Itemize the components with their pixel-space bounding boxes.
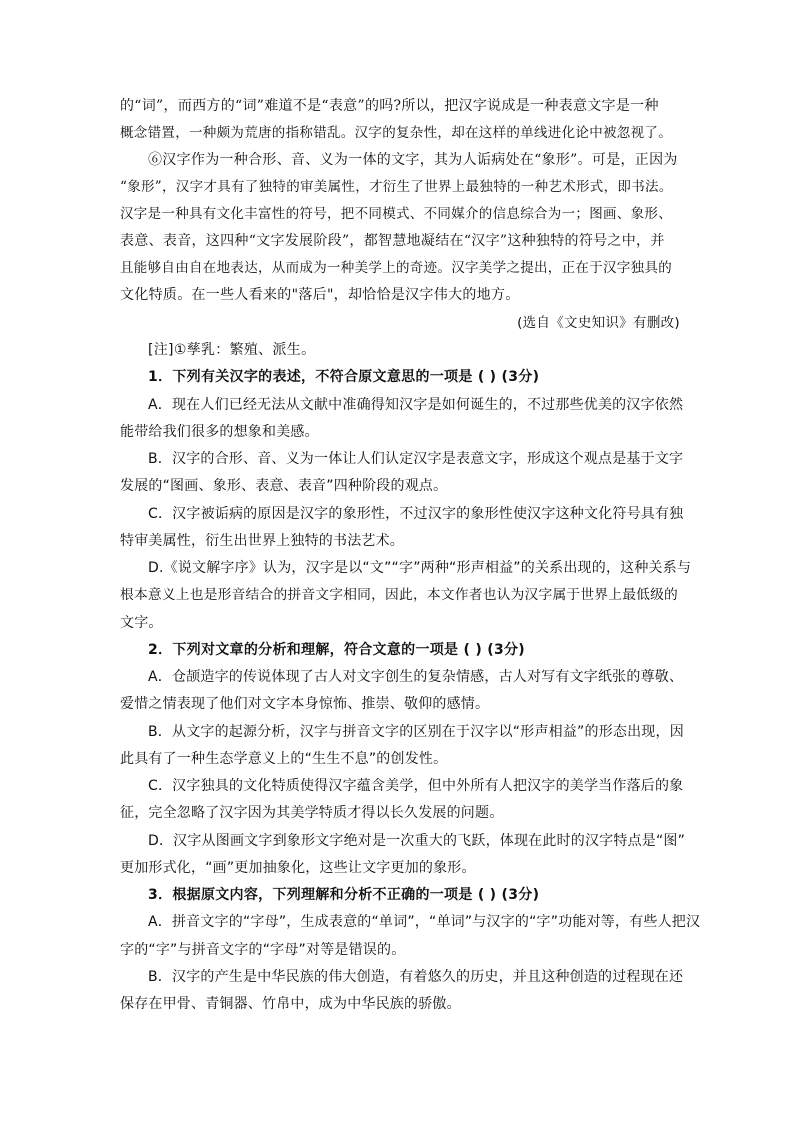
option-b-line: B．汉字的产生是中华民族的伟大创造，有着悠久的历史，并且这种创造的过程现在还 (148, 969, 684, 985)
option-c-line: C．汉字独具的文化特质使得汉字蕴含美学，但中外所有人把汉字的美学当作落后的象 (148, 778, 684, 794)
passage-line: 表意、表音，这四种“文字发展阶段”，都智慧地凝结在“汉字”这种独特的符号之中，并 (120, 233, 665, 249)
option-d-line: 更加形式化，“画”更加抽象化，这些让文字更加的象形。 (120, 860, 476, 876)
question-title: 3．根据原文内容，下列理解和分析不正确的一项是 ( ) (3分) (148, 887, 540, 903)
option-a-line: 字的“字”与拼音文字的“字母”对等是错误的。 (120, 942, 406, 958)
option-d-line: D.《说文解字序》认为，汉字是以“文”“字”两种“形声相益”的关系出现的，这种关系与 (148, 560, 692, 576)
question-title: 2．下列对文章的分析和理解，符合文意的一项是 ( ) (3分) (148, 642, 525, 658)
passage-line: ⑥汉字作为一种合形、音、义为一体的文字，其为人诟病处在“象形”。可是，正因为 (148, 152, 678, 168)
option-b-line: 保存在甲骨、青铜器、竹帛中，成为中华民族的骄傲。 (120, 996, 461, 1012)
option-a-line: A．现在人们已经无法从文献中准确得知汉字是如何诞生的，不过那些优美的汉字依然 (148, 397, 684, 413)
source-citation: (选自《文史知识》有删改) (517, 315, 680, 331)
passage-line: “象形”，汉字才具有了独特的审美属性，才衍生了世界上最独特的一种艺术形式，即书法。 (120, 179, 673, 195)
option-a-line: 爱惜之情表现了他们对文字本身惊怖、推崇、敬仰的感情。 (120, 696, 490, 712)
option-d-line: D．汉字从图画文字到象形文字绝对是一次重大的飞跃，体现在此时的汉字特点是“图” (148, 833, 686, 849)
passage-line: 汉字是一种具有文化丰富性的符号，把不同模式、不同媒介的信息综合为一；图画、象形、 (120, 206, 672, 222)
option-b-line: B．汉字的合形、音、义为一体让人们认定汉字是表意文字，形成这个观点是基于文字 (148, 451, 684, 467)
passage-line: 且能够自由自在地表达，从而成为一种美学上的奇迹。汉字美学之提出，正在于汉字独具的 (120, 260, 672, 276)
question-title: 1．下列有关汉字的表述，不符合原文意思的一项是 ( ) (3分) (148, 369, 540, 385)
passage-line: 概念错置，一种颇为荒唐的指称错乱。汉字的复杂性，却在这样的单线进化论中被忽视了。 (120, 125, 672, 141)
option-b-line: 发展的“图画、象形、表意、表音”四种阶段的观点。 (120, 478, 448, 494)
option-c-line: C．汉字被诟病的原因是汉字的象形性，不过汉字的象形性使汉字这种文化符号具有独 (148, 506, 684, 522)
option-b-line: B．从文字的起源分析，汉字与拼音文字的区别在于汉字以“形声相益”的形态出现，因 (148, 724, 684, 740)
option-d-line: 文字。 (120, 615, 163, 631)
option-a-line: A．拼音文字的“字母”，生成表意的“单词”，“单词”与汉字的“字”功能对等，有些人把汉 (148, 914, 701, 930)
option-b-line: 此具有了一种生态学意义上的“生生不息”的创发性。 (120, 751, 448, 767)
option-d-line: 根本意义上也是形音结合的拼音文字相同，因此，本文作者也认为汉字属于世界上最低级的 (120, 587, 679, 603)
passage-line: 文化特质。在一些人看来的"落后"，却恰恰是汉字伟大的地方。 (120, 287, 520, 303)
footnote: [注]①孳乳：繁殖、派生。 (148, 342, 316, 358)
option-c-line: 特审美属性，衍生出世界上独特的书法艺术。 (120, 533, 404, 549)
option-c-line: 征，完全忽略了汉字因为其美学特质才得以长久发展的问题。 (120, 805, 504, 821)
option-a-line: 能带给我们很多的想象和美感。 (120, 424, 319, 440)
option-a-line: A．仓颉造字的传说体现了古人对文字创生的复杂情感，古人对写有文字纸张的尊敬、 (148, 669, 684, 685)
passage-line: 的“词”，而西方的“词”难道不是“表意”的吗?所以，把汉字说成是一种表意文字是一种 (120, 98, 659, 114)
